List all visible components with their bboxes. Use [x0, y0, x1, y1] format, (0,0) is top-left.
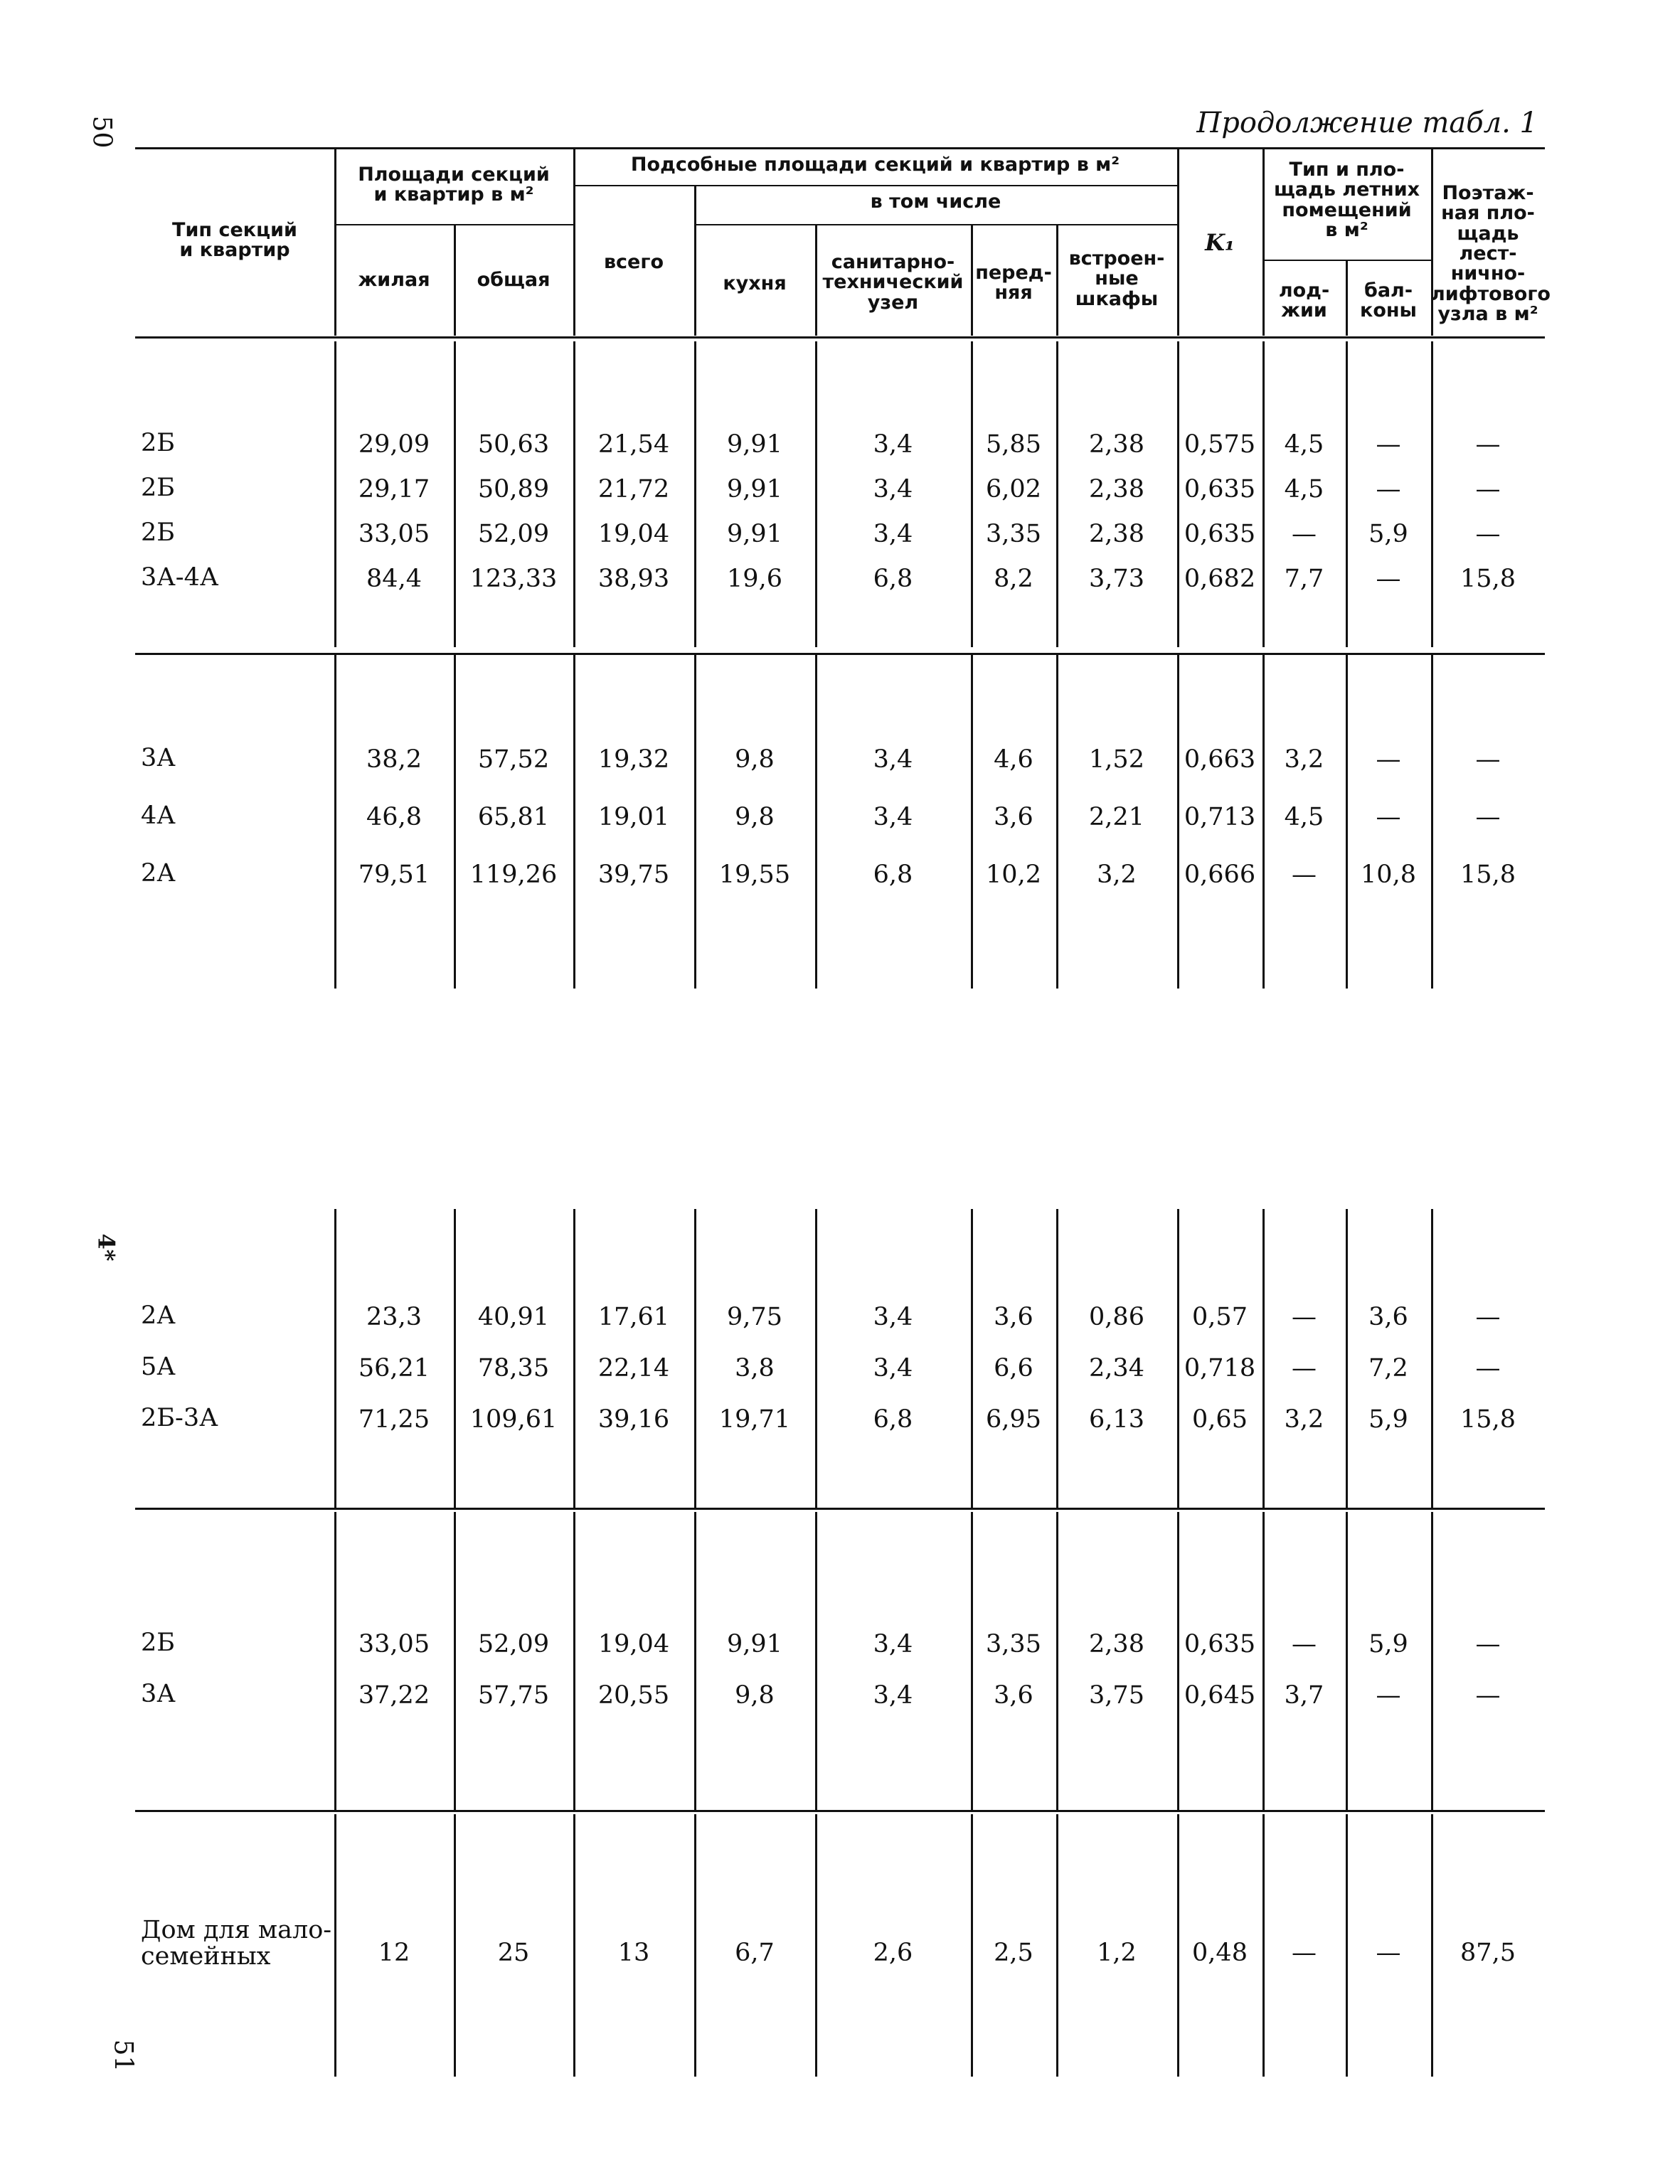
table-cell: 4,5 [1284, 475, 1324, 504]
table-cell: 19,01 [597, 803, 670, 831]
table-cell: 8,2 [994, 565, 1033, 593]
table-cell: 0,48 [1192, 1939, 1248, 1967]
table-cell: 4,5 [1284, 430, 1324, 459]
table-cell: 25 [497, 1939, 530, 1967]
table-cell: 23,3 [366, 1303, 422, 1331]
table-cell: 3,2 [1097, 861, 1137, 889]
table-cell: — [1475, 745, 1501, 774]
table-cell: 3,4 [873, 803, 913, 831]
table-cell: 22,14 [597, 1354, 670, 1383]
table-cell: 9,75 [727, 1303, 782, 1331]
table-cell: 0,635 [1184, 475, 1256, 504]
table-cell: 33,05 [358, 520, 430, 548]
table-cell: 3,35 [986, 1630, 1041, 1658]
table-cell: 9,8 [735, 1681, 775, 1710]
table-cell: — [1376, 475, 1401, 504]
table-cell: 6,8 [873, 565, 913, 593]
table-cell: 3,6 [994, 1681, 1033, 1710]
table-cell: 3,4 [873, 475, 913, 504]
table-cell: 9,8 [735, 803, 775, 831]
table-caption: Продолжение табл. 1 [1196, 107, 1538, 139]
block-separator-1 [135, 1508, 1545, 1510]
table-cell: 0,666 [1184, 861, 1256, 889]
page-number-bottom: 51 [108, 2039, 138, 2072]
table-cell: 52,09 [477, 520, 550, 548]
table-cell: — [1376, 430, 1401, 459]
table-cell: 3,2 [1284, 1405, 1324, 1434]
header-k1: K₁ [1205, 229, 1235, 256]
table-cell: 6,02 [986, 475, 1041, 504]
table-cell: 21,54 [597, 430, 670, 459]
row-label: 2Б [141, 518, 175, 547]
table-cell: 38,93 [597, 565, 670, 593]
table-cell: 57,75 [477, 1681, 550, 1710]
table-cell: — [1292, 861, 1317, 889]
table-cell: 0,575 [1184, 430, 1256, 459]
block3-vline-7 [1056, 1512, 1058, 1810]
table-cell: 5,9 [1368, 1405, 1408, 1434]
header-closets: встроен- ные шкафы [1068, 247, 1165, 310]
block3-vline-1 [334, 1512, 336, 1810]
table-cell: 0,57 [1192, 1303, 1248, 1331]
table-cell: 21,72 [597, 475, 670, 504]
table-cell: 3,4 [873, 1354, 913, 1383]
table-cell: 52,09 [477, 1630, 550, 1658]
header-vline-1 [573, 149, 575, 336]
signature-mark: 4* [92, 1233, 120, 1262]
table-cell: 2,5 [994, 1939, 1033, 1967]
header-stair: Поэтаж- ная пло- щадь лест- нично- лифтового узла в м² [1431, 182, 1551, 326]
table-cell: 37,22 [358, 1681, 430, 1710]
table-cell: — [1292, 1354, 1317, 1383]
table-cell: 3,6 [1368, 1303, 1408, 1331]
table-cell: 123,33 [469, 565, 558, 593]
table-cell: 3,4 [873, 1303, 913, 1331]
table-cell: — [1292, 520, 1317, 548]
table-cell: 109,61 [469, 1405, 558, 1434]
table-cell: 9,91 [727, 520, 782, 548]
header-sanitary: санитарно- технический узел [822, 251, 964, 314]
table-cell: 0,713 [1184, 803, 1256, 831]
table-cell: 40,91 [477, 1303, 550, 1331]
block3-vline-4 [694, 1512, 696, 1810]
table-cell: 6,8 [873, 1405, 913, 1434]
table-cell: 2,38 [1089, 430, 1144, 459]
row-label: 3А-4А [141, 563, 219, 592]
table-cell: 0,682 [1184, 565, 1256, 593]
block-separator-0 [135, 653, 1545, 655]
table-cell: 19,04 [597, 520, 670, 548]
row-label: 2Б [141, 1629, 175, 1657]
block-separator-2 [135, 1810, 1545, 1812]
table-cell: 6,8 [873, 861, 913, 889]
table-cell: 17,61 [597, 1303, 670, 1331]
row-label: 2Б [141, 429, 175, 457]
table-cell: — [1376, 1939, 1401, 1967]
table-cell: 39,75 [597, 861, 670, 889]
table-cell: 3,4 [873, 1630, 913, 1658]
table-cell: — [1292, 1630, 1317, 1658]
table-cell: 13 [617, 1939, 650, 1967]
header-kitchen: кухня [723, 272, 787, 294]
table-cell: 71,25 [358, 1405, 430, 1434]
table-cell: 1,2 [1097, 1939, 1137, 1967]
table-cell: 5,85 [986, 430, 1041, 459]
header-areas-group: Площади секций и квартир в м² [358, 164, 550, 206]
table-cell: 3,4 [873, 1681, 913, 1710]
row-label: 3А [141, 744, 176, 772]
table-cell: 9,8 [735, 745, 775, 774]
table-cell: 3,7 [1284, 1681, 1324, 1710]
table-cell: 3,6 [994, 1303, 1033, 1331]
table-cell: — [1292, 1939, 1317, 1967]
table-cell: — [1475, 803, 1501, 831]
block3-vline-2 [454, 1512, 456, 1810]
table-cell: 19,04 [597, 1630, 670, 1658]
row-label: 2Б [141, 474, 175, 502]
table-cell: 0,718 [1184, 1354, 1256, 1383]
row-label: 5А [141, 1353, 176, 1381]
table-cell: — [1475, 1303, 1501, 1331]
header-loggias: лод- жии [1278, 279, 1330, 322]
table-cell: 19,71 [718, 1405, 791, 1434]
table-cell: 0,635 [1184, 520, 1256, 548]
table-cell: — [1292, 1303, 1317, 1331]
table-cell: 39,16 [597, 1405, 670, 1434]
table-cell: 50,63 [477, 430, 550, 459]
table-cell: — [1376, 803, 1401, 831]
table-cell: 6,6 [994, 1354, 1033, 1383]
incl-rule [694, 224, 1177, 225]
header-living: жилая [358, 269, 430, 291]
table-cell: 6,95 [986, 1405, 1041, 1434]
table-cell: 46,8 [366, 803, 422, 831]
block3-vline-11 [1431, 1512, 1433, 1810]
table-cell: 3,4 [873, 520, 913, 548]
header-total: общая [477, 269, 551, 291]
table-cell: 9,91 [727, 1630, 782, 1658]
table-cell: 2,34 [1089, 1354, 1144, 1383]
table-cell: 78,35 [477, 1354, 550, 1383]
block3-vline-5 [815, 1512, 817, 1810]
table-cell: 19,32 [597, 745, 670, 774]
table-cell: 6,13 [1089, 1405, 1144, 1434]
table-cell: 9,91 [727, 475, 782, 504]
table-cell: 2,38 [1089, 520, 1144, 548]
table-cell: 29,09 [358, 430, 430, 459]
header-type: Тип секций и квартир [172, 219, 297, 262]
row-label: 2А [141, 859, 176, 888]
table-cell: 20,55 [597, 1681, 670, 1710]
table-cell: 5,9 [1368, 1630, 1408, 1658]
table-cell: 4,6 [994, 745, 1033, 774]
aux-group-rule [573, 185, 1177, 186]
table-cell: 29,17 [358, 475, 430, 504]
table-cell: 87,5 [1460, 1939, 1516, 1967]
table-cell: 119,26 [469, 861, 558, 889]
table-cell: — [1376, 1681, 1401, 1710]
page-number-top: 50 [87, 115, 117, 149]
row-label: 2Б-3А [141, 1404, 218, 1432]
table-cell: 15,8 [1460, 1405, 1516, 1434]
table-cell: — [1376, 745, 1401, 774]
table-cell: 79,51 [358, 861, 430, 889]
table-cell: — [1475, 1630, 1501, 1658]
table-cell: 3,8 [735, 1354, 775, 1383]
header-aux-group: Подсобные площади секций и квартир в м² [630, 154, 1120, 176]
table-cell: 2,21 [1089, 803, 1144, 831]
table-cell: 4,5 [1284, 803, 1324, 831]
table-cell: 6,7 [735, 1939, 775, 1967]
table-cell: 84,4 [366, 565, 422, 593]
table-cell: 3,75 [1089, 1681, 1144, 1710]
block3-vline-9 [1262, 1512, 1265, 1810]
table-cell: — [1475, 1681, 1501, 1710]
table-cell: 19,55 [718, 861, 791, 889]
table-cell: 3,4 [873, 745, 913, 774]
header-aux-total: всего [603, 251, 664, 273]
table-cell: 38,2 [366, 745, 422, 774]
table-cell: 56,21 [358, 1354, 430, 1383]
table-cell: 1,52 [1089, 745, 1144, 774]
table-cell: 3,73 [1089, 565, 1144, 593]
table-cell: — [1475, 520, 1501, 548]
table-cell: — [1475, 475, 1501, 504]
block3-vline-6 [971, 1512, 973, 1810]
table-cell: 57,52 [477, 745, 550, 774]
table-cell: 65,81 [477, 803, 550, 831]
table-cell: 3,4 [873, 430, 913, 459]
table-cell: 3,2 [1284, 745, 1324, 774]
row-label: Дом для мало- семейных [141, 1916, 332, 1971]
block3-vline-3 [573, 1512, 575, 1810]
table-cell: 2,38 [1089, 475, 1144, 504]
table-cell: — [1475, 430, 1501, 459]
table-cell: 33,05 [358, 1630, 430, 1658]
table-cell: 2,6 [873, 1939, 913, 1967]
header-bottom-rule [135, 336, 1545, 339]
header-summer-group: Тип и пло- щадь летних помещений в м² [1273, 159, 1420, 242]
header-balconies: бал- коны [1360, 279, 1417, 322]
table-cell: — [1475, 1354, 1501, 1383]
table-cell: 12 [378, 1939, 410, 1967]
table-cell: 10,8 [1361, 861, 1416, 889]
header-top-rule [135, 147, 1545, 149]
header-incl: в том числе [870, 191, 1001, 213]
block3-vline-10 [1346, 1512, 1348, 1810]
table-cell: 10,2 [986, 861, 1041, 889]
header-hall: перед- няя [975, 262, 1052, 304]
table-cell: — [1376, 565, 1401, 593]
table-cell: 0,645 [1184, 1681, 1256, 1710]
table-cell: 19,6 [727, 565, 782, 593]
row-label: 3А [141, 1680, 176, 1708]
block3-vline-8 [1177, 1512, 1179, 1810]
table-cell: 2,38 [1089, 1630, 1144, 1658]
table-cell: 15,8 [1460, 861, 1516, 889]
table-cell: 0,86 [1089, 1303, 1144, 1331]
table-cell: 0,663 [1184, 745, 1256, 774]
table-cell: 5,9 [1368, 520, 1408, 548]
table-cell: 15,8 [1460, 565, 1516, 593]
table-cell: 50,89 [477, 475, 550, 504]
table-cell: 0,635 [1184, 1630, 1256, 1658]
row-label: 2А [141, 1301, 176, 1330]
table-cell: 0,65 [1192, 1405, 1248, 1434]
table-cell: 3,35 [986, 520, 1041, 548]
table-cell: 7,2 [1368, 1354, 1408, 1383]
table-cell: 3,6 [994, 803, 1033, 831]
table-cell: 9,91 [727, 430, 782, 459]
table-cell: 7,7 [1284, 565, 1324, 593]
row-label: 4А [141, 801, 176, 830]
